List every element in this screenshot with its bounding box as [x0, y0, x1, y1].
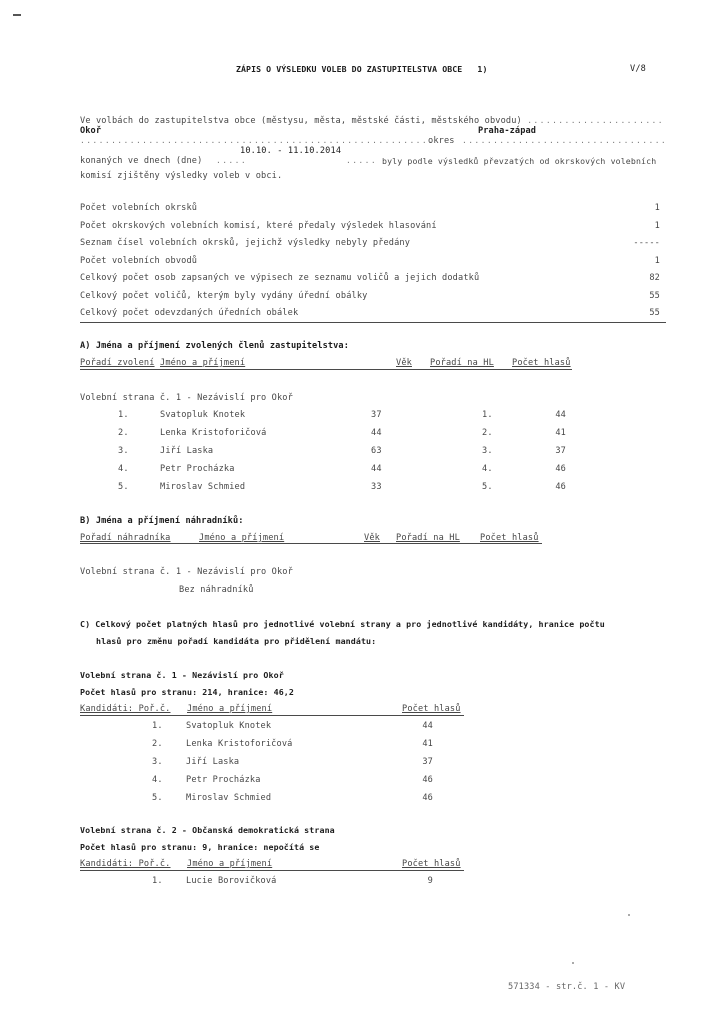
summary-label: Seznam čísel volebních okrsků, jejichž výsledky nebyly předány [80, 238, 411, 248]
elected-name: Lenka Kristoforičová [160, 428, 267, 438]
scan-mark [13, 14, 21, 16]
district-dotted-line: ................................. [462, 136, 668, 145]
intro-line-1: Ve volbách do zastupitelstva obce (městysu, města, městské části, městského obvodu) ...................... [80, 116, 664, 126]
elected-votes: 46 [555, 482, 566, 492]
summary-value: 1 [654, 255, 660, 266]
candidate-number: 3. [152, 757, 163, 767]
candidate-name: Miroslav Schmied [186, 793, 272, 803]
candidate-votes: 37 [422, 757, 433, 767]
summary-label: Počet volebních obvodů [80, 255, 198, 266]
summary-value: 1 [654, 220, 660, 231]
section-a-heading: A) Jména a příjmení zvolených členů zastupitelstva: [80, 341, 349, 351]
section-b-heading: B) Jména a příjmení náhradníků: [80, 516, 244, 526]
elected-name: Miroslav Schmied [160, 482, 246, 492]
scan-speck [628, 914, 630, 916]
candidates-col-name: Jméno a příjmení [187, 704, 273, 714]
candidate-number: 2. [152, 739, 163, 749]
candidate-votes: 44 [422, 721, 433, 731]
candidate-votes: 46 [422, 793, 433, 803]
summary-value: ----- [633, 238, 660, 248]
candidates-col-label: Kandidáti: Poř.č. [80, 859, 171, 869]
elected-votes: 37 [555, 446, 566, 456]
elected-rank: 3. [482, 446, 493, 456]
candidate-number: 5. [152, 793, 163, 803]
candidates-col-votes: Počet hlasů [402, 704, 461, 714]
section-b-col-name: Jméno a příjmení [199, 533, 285, 543]
candidate-name: Petr Procházka [186, 775, 261, 785]
candidate-votes: 9 [427, 876, 433, 886]
party-title: Volební strana č. 2 - Občanská demokratická strana [80, 825, 335, 835]
party-votes-line: Počet hlasů pro stranu: 9, hranice: nepočítá se [80, 842, 320, 852]
scan-speck [572, 962, 574, 964]
elected-age: 44 [371, 464, 382, 474]
elected-order: 4. [118, 464, 129, 474]
dates-dotted-before: ..... [216, 156, 248, 165]
summary-value: 55 [649, 308, 660, 318]
elected-rank: 1. [482, 410, 493, 420]
summary-value: 55 [649, 290, 660, 301]
form-code: V/8 [630, 64, 646, 74]
section-b-header-rule [80, 543, 542, 544]
footer-reference: 571334 - str.č. 1 - KV [508, 982, 626, 992]
candidate-number: 1. [152, 876, 163, 886]
summary-label: Celkový počet osob zapsaných ve výpisech ze seznamu voličů a jejich dodatků [80, 273, 480, 283]
summary-value: 1 [654, 203, 660, 213]
summary-label: Celkový počet odevzdaných úředních obálek [80, 308, 299, 318]
elected-rank: 2. [482, 428, 493, 438]
section-b-col-order: Pořadí náhradníka [80, 533, 171, 543]
elected-rank: 5. [482, 482, 493, 492]
summary-label: Celkový počet voličů, kterým byly vydány úřední obálky [80, 290, 368, 301]
elected-age: 37 [371, 410, 382, 420]
elected-age: 44 [371, 428, 382, 438]
elected-votes: 44 [555, 410, 566, 420]
section-a-col-rank: Pořadí na HL [430, 358, 494, 368]
candidate-number: 1. [152, 721, 163, 731]
candidate-votes: 41 [422, 739, 433, 749]
section-a-col-votes: Počet hlasů [512, 358, 571, 368]
section-b-col-rank: Pořadí na HL [396, 533, 460, 543]
summary-label: Počet okrskových volebních komisí, které předaly výsledek hlasování [80, 220, 437, 231]
candidates-col-votes: Počet hlasů [402, 859, 461, 869]
elected-votes: 41 [555, 428, 566, 438]
document-title: ZÁPIS O VÝSLEDKU VOLEB DO ZASTUPITELSTVA OBCE 1) [236, 64, 488, 74]
section-b-none: Bez náhradníků [179, 585, 254, 595]
section-a-party: Volební strana č. 1 - Nezávislí pro Okoř [80, 393, 293, 403]
elected-age: 33 [371, 482, 382, 492]
section-b-col-votes: Počet hlasů [480, 533, 539, 543]
elected-order: 5. [118, 482, 129, 492]
intro-line-3: komisí zjištěny výsledky voleb v obci. [80, 171, 283, 181]
section-a-col-order: Pořadí zvolení [80, 358, 155, 368]
elected-order: 3. [118, 446, 129, 456]
municipality-name: Okoř [80, 126, 102, 136]
elected-name: Petr Procházka [160, 464, 235, 474]
elected-votes: 46 [555, 464, 566, 474]
section-b-col-age: Věk [364, 533, 380, 543]
elected-name: Jiří Laska [160, 446, 214, 456]
held-prefix: konaných ve dnech (dne) [80, 156, 203, 166]
section-a-col-name: Jméno a příjmení [160, 358, 246, 368]
okres-label: okres [428, 136, 455, 146]
candidate-number: 4. [152, 775, 163, 785]
candidate-name: Lucie Borovičková [186, 876, 277, 886]
candidates-header-rule [80, 870, 464, 871]
candidates-header-rule [80, 715, 464, 716]
municipality-dotted-line: ......................................................... [80, 136, 435, 145]
party-title: Volební strana č. 1 - Nezávislí pro Okoř [80, 670, 284, 680]
summary-bottom-rule [80, 322, 666, 323]
elected-order: 2. [118, 428, 129, 438]
candidate-name: Jiří Laska [186, 757, 240, 767]
section-a-col-age: Věk [396, 358, 412, 368]
candidate-votes: 46 [422, 775, 433, 785]
candidates-col-label: Kandidáti: Poř.č. [80, 704, 171, 714]
district-name: Praha-západ [478, 126, 537, 136]
candidate-name: Lenka Kristoforičová [186, 739, 293, 749]
elected-rank: 4. [482, 464, 493, 474]
section-c-heading-1: C) Celkový počet platných hlasů pro jednotlivé volební strany a pro jednotlivé kandidáty, hranice počtu [80, 619, 605, 629]
held-suffix: byly podle výsledků převzatých od okrskových volebních [382, 156, 657, 166]
candidates-col-name: Jméno a příjmení [187, 859, 273, 869]
section-a-header-rule [80, 369, 572, 370]
section-c-heading-2: hlasů pro změnu pořadí kandidáta pro přidělení mandátu: [96, 636, 377, 646]
elected-name: Svatopluk Knotek [160, 410, 246, 420]
elected-age: 63 [371, 446, 382, 456]
elected-order: 1. [118, 410, 129, 420]
dates-dotted-after: ..... [346, 156, 378, 165]
summary-label: Počet volebních okrsků [80, 203, 198, 213]
candidate-name: Svatopluk Knotek [186, 721, 272, 731]
election-dates: 10.10. - 11.10.2014 [240, 146, 342, 156]
summary-value: 82 [649, 273, 660, 283]
party-votes-line: Počet hlasů pro stranu: 214, hranice: 46,2 [80, 687, 294, 697]
section-b-party: Volební strana č. 1 - Nezávislí pro Okoř [80, 567, 293, 577]
